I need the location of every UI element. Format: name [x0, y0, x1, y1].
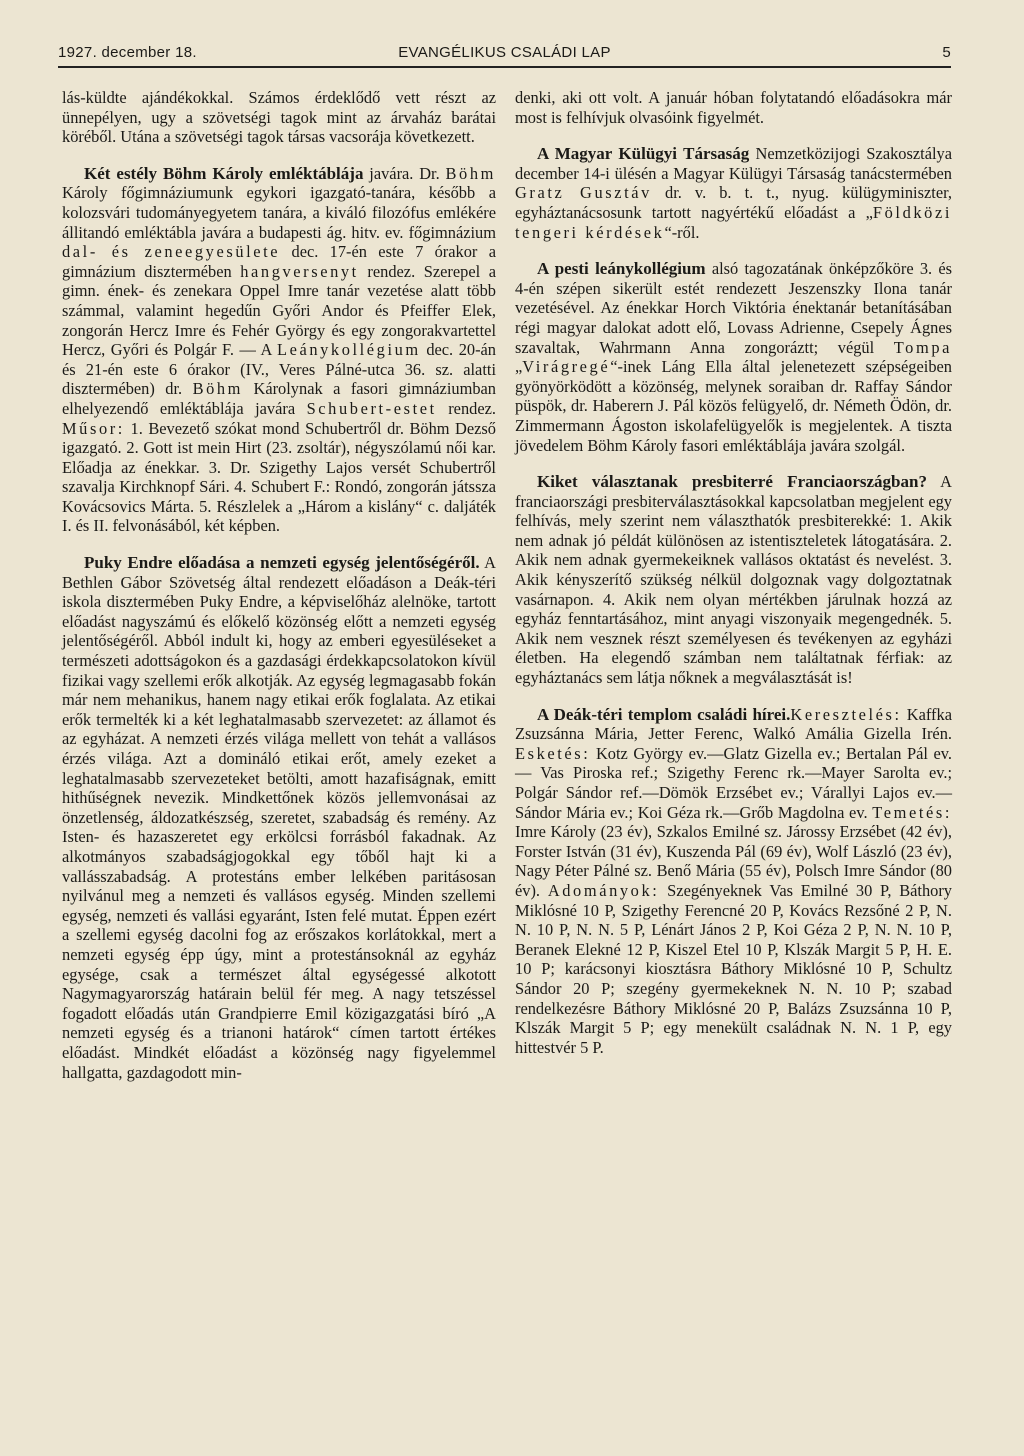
- header-title: EVANGÉLIKUS CSALÁDI LAP: [398, 44, 611, 61]
- article-text: Károly főgimnáziumunk egykori igazgató-tanára, később a kolozsvári tudományegyetem tanára, a kiváló filozófus emlékére állitandó emléktábla javára a budapesti ág. hitv. ev. főgimnázium: [62, 183, 496, 242]
- header-rule: [58, 66, 951, 68]
- spaced-name: Schubert-estet: [306, 398, 437, 418]
- article-heading: Kiket választanak presbiterré Franciaországban?: [537, 472, 927, 492]
- article-heading: A Magyar Külügyi Társaság: [537, 144, 750, 164]
- article-bohm-concerts: [62, 164, 496, 536]
- article-puky-lecture: [62, 553, 496, 1082]
- spaced-name: Gratz Gusztáv: [515, 183, 652, 203]
- article-text: Szegényeknek Vas Emilné 30 P, Báthory Miklósné 10 P, Szigethy Ferencné 20 P, Kovács Rezsőné 2 P, N. N. 10 P, N. N. 5 P, Lénárt János 2 P, Koi Géza 2 P, N. N. 10 P, Beranek Elekné 12 P, Kiszel Etel 10 P, Klszák Margit 5 P, H. E. 10 P; karácsonyi kiosztásra Báthory Miklósné 10 P, Schultz Sándor 20 P; szegény gyermekeknek N. N. 10 P; szabad rendelkezésre Báthory Miklósné 20 P, Balázs Zsuzsánna 10 P, Klszák Margit 5 P; egy menekült családnak N. N. 1 P, egy hittestvér 5 P.: [515, 880, 953, 1057]
- article-text: “-ről.: [664, 222, 700, 242]
- article-heading: Puky Endre előadása a nemzeti egység jelentőségéről.: [84, 553, 480, 573]
- spaced-name: Böhm: [445, 163, 496, 183]
- article-continuation: denki, aki ott volt. A január hóban folytatandó előadásokra már most is felhívjuk olvasóink figyelmét.: [515, 88, 952, 127]
- spaced-name: Leánykollégium: [276, 340, 421, 360]
- article-heading: A Deák-téri templom családi hírei.: [537, 704, 791, 724]
- article-text: A franciaországi presbiterválasztásokkal kapcsolatban megjelent egy felhívás, mely szerint nem választhatók presbiterekké: 1. Akik nem adnak jó példát különösen az istentiszteletek látogatására. 2. Akik nem adnak gyermekeiknek vallásos oktatást és nevelést. 3. Akik kényszerítő szükség nélkül dolgoznak vagy dolgoztatnak vasárnapon. 4. Akik nem olyan mértékben járulnak hozzá az egyház fenntartásához, mint anyagi viszonyaik megengednék. 5. Akik nem vesznek részt személyesen és tevékenyen az egyházi életben. Ha elegendő számban nem találtatnak férfiak: az egyháztanács sem látja nőknek a megválasztását is!: [515, 472, 952, 688]
- article-text: Kaffka Zsuzsánna Mária, Jetter Ferenc, Walkó Amália Gizella Irén.: [515, 704, 952, 744]
- left-column: [62, 88, 496, 1082]
- article-presbyters-france: [515, 472, 952, 688]
- article-text: alsó tagozatának önképzőköre 3. és 4-én szépen sikerült estét rendezett Jeszenszky Ilona tanár vezetésével. Az énekkar Horch Viktória énektanár betanításában régi magyar dalokat adott elő, Lovass Adrienne, Csepely Ágnes szavaltak, Wahrmann Anna zongoráztt; végül: [515, 259, 952, 357]
- article-text: javára. Dr.: [363, 163, 446, 183]
- article-text: “-inek Láng Ella által jelenetezett szépségeiben gyönyörködött a közönség, melynek soraiban dr. Raffay Sándor püspök, dr. Haberern J. Pál közös felügyelő, dr. Németh Ödön, dr. Zimmermann Ágoston iskolafelügyelők is megjelentek. A tiszta jövedelem Böhm Károly fasori emléktáblája javára szolgál.: [515, 357, 952, 455]
- spaced-name: Virágregé: [522, 357, 611, 377]
- spaced-name: Tompa: [893, 337, 952, 357]
- article-text: dr. v. b. t. t., nyug. külügyminiszter, egyháztanácsosunk tartott nagyértékű előadást a „: [515, 183, 952, 222]
- article-text: rendez.: [436, 398, 496, 418]
- header-date: 1927. december 18.: [58, 44, 197, 61]
- article-text: 1. Bevezető szókat mond Schubertről dr. Böhm Dezső igazgató. 2. Gott ist mein Hirt (23. zsoltár), négyszólamú női kar. Előadja az énekkar. 3. Dr. Szigethy Lajos versét Schubertről szavalja Kirchknopf Sári. 4. Schubert F.: Rondó, zongorán játssza Kovácsovics Márta. 5. Részlelek a „Három a kislány“ c. daljáték I. és II. felvonásából, két képben.: [62, 418, 496, 536]
- article-text: A Bethlen Gábor Szövetség által rendezett előadáson a Deák-téri iskola disztermében Puky Endre, a képviselőház alelnöke, tartott előadást nagyszámú és előkelő közönség előtt a nemzeti egység jelentőségéről. Abból indult ki, hogy az emberi egyesüléseket a természeti adottságokon és a gazdasági érdekkapcsolatokon kívül fizikai vagy szellemi erők alkotják. Az egység legmagasabb fokán már nem mehanikus, hanem nagy etikai erők foglalata. Az etikai erők termelték ki a két leghatalmasabb szervezetet: az államot és az egyházat. A nemzeti érzés világa mellett von tehát a vallásos érzés világa. Azt a domináló etikai erőt, amely ezeket a leghatalmasabb szervezeteket betölti, amott hazafiságnak, emitt hithűségnek nevezik. Mindkettőnek közös jellemvonásai az önzetlenség, áldozatkészség, szeretet, szabadság és remény. Az Isten- és hazaszeretet egy erkölcsi forrásból fakadnak. Az alkotmányos szabadságjogokkal egy tőből hajt ki a vallásszabadság. A protestáns ember lelkében paritásosan nyilvánul meg a nemzeti és vallásos egység. Minden szellemi egység, nemzeti és vallási egyaránt, Isten felé mutat. Éppen ezért a szellemi egység dacolni fog az erőszakos korlátokkal, mert a nemzeti egység épp úgy, mint a protestánsoknál az egyház egysége, csak a természet által egységessé alkotott Nagymagyarország határain belül fér meg. A nagy tetszéssel fogadott előadás után Grandpierre Emil közigazgatási bíró „A nemzeti egység és a trianoni határok“ címen tartott értékes előadást. Mindkét előadást a közönség nagy figyelemmel hallgatta, gazdagodott min-: [62, 553, 497, 1082]
- spaced-name: Böhm: [192, 379, 244, 399]
- article-text: Károlynak a fasori gimnáziumban elhelyezendő emléktáblája javára: [62, 379, 496, 418]
- right-column: [515, 88, 952, 1057]
- article-text: Kotz György ev.—Glatz Gizella ev.; Bertalan Pál ev.— Vas Piroska ref.; Szigethy Ferenc rk.—Mayer Sarolta ev.; Polgár Sándor ref.—Dömök Erzsébet ev.; Várallyi Lajos ev.—Sándor Mária ev.; Koi Géza rk.—Grőb Magdolna ev.: [515, 743, 952, 822]
- article-girls-college: [515, 259, 952, 455]
- article-text: Keresztelés:: [790, 704, 902, 724]
- article-text: dec. 20-án és 21-én este 6 órakor (IV., Veres Pálné-utca 36. sz. alatti disztermében) dr.: [62, 340, 497, 399]
- article-continuation: lás-küldte ajándékokkal. Számos érdeklődő vett részt az ünnepélyen, ugy a szövetségi tagok mint az árvaház barátai köréből. Utána a szövetségi tagok társas vacsorája következett.: [62, 88, 496, 147]
- article-text: „: [515, 357, 523, 377]
- header-page-number: 5: [942, 44, 951, 61]
- article-text: rendez. Szerepel a gimn. ének- és zenekara Oppel Imre tanár vezetése alatt több számmal, valamint hegedűn Győri Andor és Pfeiffer Elek, zongorán Hercz Imre és Fehér György és egy zongorakvartettel Hercz, Győri és Polgár F. — A: [62, 261, 496, 360]
- article-heading: A pesti leánykollégium: [537, 259, 706, 279]
- article-heading: Két estély Böhm Károly emléktáblája: [84, 163, 364, 183]
- spaced-name: hangversenyt: [240, 261, 359, 281]
- spaced-name: Műsor:: [62, 418, 125, 438]
- article-text: Esketés:: [515, 743, 591, 763]
- article-text: dec. 17-én este 7 órakor a gimnázium disztermében: [62, 242, 496, 281]
- article-family-news: [515, 705, 952, 1058]
- spaced-name: Földközi tengeri kérdések: [515, 202, 952, 242]
- spaced-name: dal- és zeneegyesülete: [62, 242, 281, 262]
- article-text: Nemzetközijogi Szakosztálya december 14-i ülésén a Magyar Külügyi Társaság tanácstermében: [515, 144, 952, 183]
- article-foreign-affairs: [515, 144, 952, 242]
- page-header: [58, 44, 951, 66]
- article-text: Adományok:: [547, 880, 660, 900]
- article-text: Imre Károly (23 év), Szkalos Emilné sz. Járossy Erzsébet (42 év), Forster István (31 év), Kuszenda Pál (69 év), Wolf László (23 év), Nagy Péter Pálné sz. Benő Mária (55 év), Polsch Imre Sándor (80 év).: [515, 822, 952, 900]
- article-text: Temetés:: [872, 802, 952, 822]
